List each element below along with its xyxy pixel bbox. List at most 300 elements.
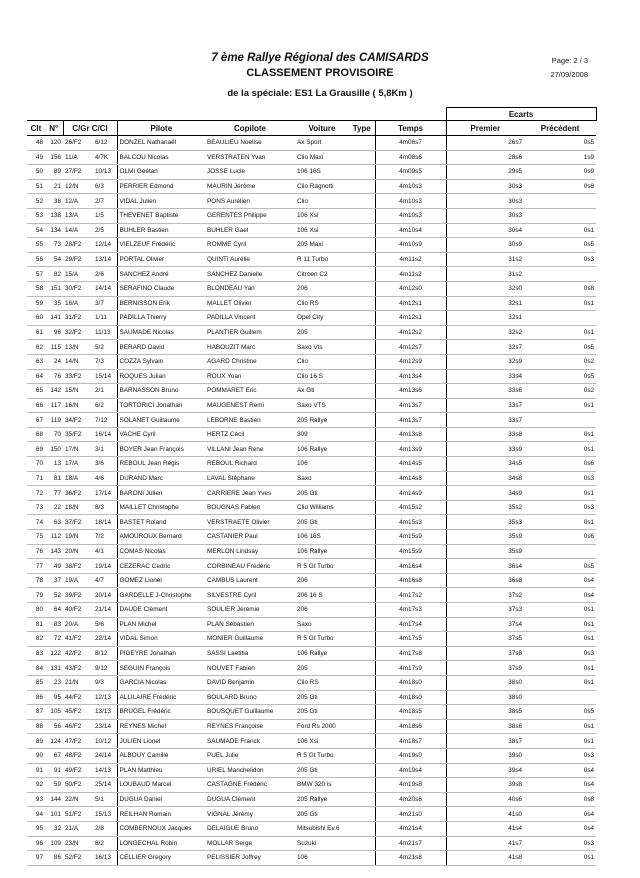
cell-copilote: PADILLA Vincent [205,311,295,326]
table-row [27,705,596,720]
cell-type [349,836,375,851]
cell-voiture: 206 16 S [295,588,349,603]
cell-type [349,325,375,340]
cell-type [349,719,375,734]
cell-temps: 4m12s2 [375,325,446,340]
cell-cgr: 16/N [63,398,93,413]
cell-clt: 82 [27,632,45,647]
cell-type [349,398,375,413]
cell-premier: 37s4 [446,617,524,632]
cell-temps: 4m10s3 [375,208,446,223]
cell-type [349,238,375,253]
cell-copilote: BLONDEAU Yan [205,281,295,296]
cell-copilote: POMMARET Eric [205,384,295,399]
cell-num: 95 [45,690,63,705]
cell-clt: 67 [27,413,45,428]
cell-precedent: 0s8 [524,281,596,296]
cell-voiture: 206 [295,603,349,618]
cell-precedent: 0s1 [524,223,596,238]
cell-cgr: 38/F2 [63,559,93,574]
col-voiture: Voiture [295,121,349,136]
cell-temps: 4m13s8 [375,427,446,442]
cell-precedent: 0s1 [524,719,596,734]
cell-copilote: PLAN Sébastien [205,617,295,632]
cell-premier: 39s0 [446,748,524,763]
cell-voiture: Opel City [295,311,349,326]
cell-type [349,340,375,355]
cell-copilote: SAUMADE Franck [205,734,295,749]
table-row [27,136,596,151]
cell-temps: 4m17s5 [375,632,446,647]
cell-pilote: DAUDE Clément [117,603,205,618]
cell-cgr: 30/F2 [63,281,93,296]
col-num: N° [45,121,63,136]
table-row [27,690,596,705]
cell-pilote: VIDAL Julien [117,194,205,209]
cell-voiture: 205 Gti [295,486,349,501]
cell-voiture: 106 16S [295,165,349,180]
cell-premier: 38s0 [446,690,524,705]
cell-cgr: 37/F2 [63,515,93,530]
cell-premier: 37s5 [446,632,524,647]
table-row [27,179,596,194]
cell-voiture: 106 Rallye [295,646,349,661]
cell-num: 54 [45,252,63,267]
cell-cgr: 26/F2 [63,136,93,151]
page-number: Page: 2 / 3 [551,56,588,65]
cell-temps: 4m12s1 [375,296,446,311]
cell-precedent: 0s6 [524,530,596,545]
table-row [27,675,596,690]
cell-ccl: 15/14 [93,369,117,384]
cell-ccl: 6/3 [93,179,117,194]
cell-voiture: 205 Rallye [295,413,349,428]
table-row [27,734,596,749]
cell-type [349,515,375,530]
cell-num: 24 [45,354,63,369]
cell-premier: 30s3 [446,208,524,223]
cell-pilote: SEGUIN François [117,661,205,676]
table-row [27,559,596,574]
table-row [27,821,596,836]
cell-num: 105 [45,705,63,720]
cell-ccl: 2/7 [93,194,117,209]
cell-voiture: Ford Rs 2000 [295,719,349,734]
cell-cgr: 21/N [63,675,93,690]
cell-ccl: 4/6 [93,471,117,486]
cell-num: 67 [45,748,63,763]
cell-num: 63 [45,515,63,530]
cell-cgr: 11/A [63,150,93,165]
cell-precedent: 0s1 [524,325,596,340]
cell-temps: 4m10s3 [375,194,446,209]
cell-type [349,150,375,165]
cell-clt: 51 [27,179,45,194]
cell-precedent: 0s9 [524,165,596,180]
cell-premier: 32s9 [446,354,524,369]
cell-copilote: DELAIGUE Bruno [205,821,295,836]
table-row [27,442,596,457]
results-table-container [27,107,596,866]
cell-cgr: 19/A [63,573,93,588]
cell-pilote: BERNISSON Erik [117,296,205,311]
cell-copilote: JOSSE Lucie [205,165,295,180]
cell-precedent: 0s5 [524,136,596,151]
cell-precedent [524,208,596,223]
cell-copilote: PELISSIER Joffrey [205,851,295,866]
cell-voiture: Suzuki [295,836,349,851]
cell-temps: 4m18s7 [375,734,446,749]
cell-clt: 83 [27,646,45,661]
cell-voiture: 106 Xsi [295,208,349,223]
cell-cgr: 43/F2 [63,661,93,676]
cell-copilote: BOULARD Bruno [205,690,295,705]
cell-clt: 64 [27,369,45,384]
cell-temps: 4m17s3 [375,603,446,618]
cell-precedent: 0s3 [524,500,596,515]
col-cgr-ccl: C/Gr C/Cl [63,121,117,136]
cell-copilote: QUINTI Aurélie [205,252,295,267]
cell-premier: 36s4 [446,559,524,574]
col-type: Type [349,121,375,136]
cell-num: 138 [45,208,63,223]
cell-clt: 90 [27,748,45,763]
cell-cgr: 29/F2 [63,252,93,267]
cell-premier: 33s6 [446,384,524,399]
cell-pilote: REILHAN Romain [117,807,205,822]
table-row [27,384,596,399]
cell-pilote: BASTET Roland [117,515,205,530]
cell-copilote: HERTZ Cécil [205,427,295,442]
cell-cgr: 52/F2 [63,851,93,866]
cell-num: 56 [45,719,63,734]
cell-premier: 37s3 [446,603,524,618]
cell-precedent: 0s1 [524,296,596,311]
cell-temps: 4m08s6 [375,150,446,165]
cell-type [349,632,375,647]
cell-copilote: VILLANI Jean Rene [205,442,295,457]
cell-clt: 73 [27,500,45,515]
cell-copilote: VERSTRAETE Olivier [205,515,295,530]
cell-pilote: PERRIER Edmond [117,179,205,194]
cell-clt: 65 [27,384,45,399]
cell-voiture: Clio RS [295,675,349,690]
cell-ccl: 24/14 [93,748,117,763]
cell-clt: 81 [27,617,45,632]
cell-voiture: Clio Williams [295,500,349,515]
cell-clt: 58 [27,281,45,296]
cell-copilote: BOUSQUET Guillaume [205,705,295,720]
cell-premier: 38s5 [446,705,524,720]
cell-voiture: 205 [295,661,349,676]
cell-clt: 86 [27,690,45,705]
cell-precedent: 0s5 [524,369,596,384]
cell-precedent [524,311,596,326]
cell-cgr: 12/A [63,194,93,209]
rally-title: 7 ème Rallye Régional des CAMISARDS [211,52,429,64]
cell-precedent [524,413,596,428]
cell-premier: 37s2 [446,588,524,603]
cell-voiture: Ax Gti [295,384,349,399]
cell-ccl: 4/7K [93,150,117,165]
cell-voiture: Citroen C2 [295,267,349,282]
cell-premier: 39s8 [446,778,524,793]
cell-premier: 41s0 [446,807,524,822]
col-temps: Temps [375,121,446,136]
cell-copilote: URIEL Manchelidon [205,763,295,778]
cell-pilote: SAUMADE Nicolas [117,325,205,340]
cell-premier: 33s7 [446,413,524,428]
cell-num: 76 [45,369,63,384]
cell-cgr: 20/N [63,544,93,559]
cell-clt: 50 [27,165,45,180]
cell-clt: 55 [27,238,45,253]
cell-type [349,675,375,690]
cell-premier: 33s9 [446,442,524,457]
cell-cgr: 19/N [63,530,93,545]
cell-ccl: 6/2 [93,398,117,413]
cell-clt: 52 [27,194,45,209]
cell-copilote: ROMME Cyril [205,238,295,253]
cell-precedent: 0s1 [524,734,596,749]
cell-temps: 4m18s5 [375,705,446,720]
cell-precedent: 0s3 [524,836,596,851]
cell-cgr: 21/A [63,821,93,836]
cell-type [349,384,375,399]
cell-pilote: REBOUL Jean Régis [117,457,205,472]
cell-pilote: MAILLET Christophe [117,500,205,515]
cell-num: 150 [45,442,63,457]
cell-precedent: 0s6 [524,457,596,472]
cell-clt: 85 [27,675,45,690]
cell-pilote: BALCOU Nicolas [117,150,205,165]
cell-type [349,661,375,676]
table-row [27,573,596,588]
cell-clt: 79 [27,588,45,603]
cell-type [349,296,375,311]
cell-temps: 4m20s6 [375,792,446,807]
cell-num: 101 [45,807,63,822]
table-row [27,457,596,472]
cell-premier: 40s6 [446,792,524,807]
cell-precedent: 0s1 [524,442,596,457]
cell-num: 91 [45,763,63,778]
cell-cgr: 49/F2 [63,763,93,778]
cell-precedent: 0s5 [524,238,596,253]
cell-precedent: 0s1 [524,427,596,442]
cell-precedent: 0s4 [524,763,596,778]
cell-copilote: VERSTRATEN Yvan [205,150,295,165]
special-stage-title: de la spéciale: ES1 La Grausille ( 5,8Km ) [227,88,413,99]
cell-voiture: Clio [295,194,349,209]
cell-premier: 30s3 [446,194,524,209]
cell-num: 49 [45,559,63,574]
cell-type [349,267,375,282]
table-row [27,778,596,793]
cell-precedent: 0s4 [524,778,596,793]
cell-num: 117 [45,398,63,413]
table-row [27,486,596,501]
cell-clt: 89 [27,734,45,749]
table-row [27,851,596,866]
cell-temps: 4m16s8 [375,573,446,588]
cell-cgr: 41/F2 [63,632,93,647]
col-clt: Clt [27,121,45,136]
cell-type [349,851,375,866]
cell-cgr: 13/A [63,208,93,223]
cell-num: 109 [45,836,63,851]
cell-temps: 4m13s7 [375,413,446,428]
cell-precedent: 0s1 [524,632,596,647]
cell-num: 156 [45,150,63,165]
cell-clt: 69 [27,442,45,457]
cell-temps: 4m12s0 [375,281,446,296]
cell-temps: 4m17s2 [375,588,446,603]
cell-voiture: Clio Maxi [295,150,349,165]
cell-copilote: PUEL Julie [205,748,295,763]
cell-copilote: CORBINEAU Frédéric [205,559,295,574]
cell-pilote: JULIEN Lionel [117,734,205,749]
cell-pilote: GARDELLE J-Christophe [117,588,205,603]
cell-type [349,457,375,472]
cell-precedent: 0s1 [524,603,596,618]
cell-ccl: 9/3 [93,675,117,690]
cell-type [349,573,375,588]
cell-pilote: SOLANET Guillaume [117,413,205,428]
cell-pilote: BARNASSON Bruno [117,384,205,399]
cell-clt: 94 [27,807,45,822]
cell-pilote: PORTAL Olivier [117,252,205,267]
table-row [27,603,596,618]
cell-precedent: 0s3 [524,748,596,763]
cell-copilote: VIGNAL Jérémy [205,807,295,822]
cell-type [349,500,375,515]
cell-premier: 31s2 [446,252,524,267]
cell-type [349,442,375,457]
cell-cgr: 15/N [63,384,93,399]
cell-premier: 38s0 [446,675,524,690]
cell-num: 89 [45,165,63,180]
cell-premier: 35s2 [446,500,524,515]
cell-cgr: 45/F2 [63,705,93,720]
cell-pilote: PADILLA Thierry [117,311,205,326]
cell-pilote: COMBERNOUX Jacques [117,821,205,836]
col-premier: Premier [446,121,524,136]
cell-ccl: 11/13 [93,325,117,340]
cell-num: 59 [45,778,63,793]
cell-precedent: 0s4 [524,588,596,603]
cell-premier: 30s4 [446,223,524,238]
cell-clt: 75 [27,530,45,545]
cell-voiture: Clio 16 S [295,369,349,384]
cell-temps: 4m13s4 [375,369,446,384]
table-row [27,617,596,632]
cell-premier: 41s4 [446,821,524,836]
cell-precedent: 0s3 [524,252,596,267]
cell-premier: 26s7 [446,136,524,151]
cell-clt: 54 [27,223,45,238]
cell-num: 81 [45,471,63,486]
cell-voiture: BMW 320 is [295,778,349,793]
cell-voiture: 106 Xsi [295,734,349,749]
ecarts-header: Ecarts [446,108,596,121]
cell-cgr: 17/A [63,457,93,472]
cell-type [349,807,375,822]
cell-type [349,705,375,720]
cell-ccl: 12/13 [93,690,117,705]
cell-clt: 84 [27,661,45,676]
cell-pilote: PIGEYRE Jonathan [117,646,205,661]
results-table [27,107,597,866]
cell-clt: 96 [27,836,45,851]
cell-premier: 38s6 [446,719,524,734]
cell-num: 144 [45,792,63,807]
cell-voiture: 205 Gti [295,763,349,778]
cell-ccl: 7/2 [93,530,117,545]
cell-ccl: 13/14 [93,252,117,267]
cell-pilote: VIDAL Simon [117,632,205,647]
cell-clt: 53 [27,208,45,223]
cell-precedent: 0s8 [524,792,596,807]
table-row [27,252,596,267]
cell-temps: 4m18s0 [375,675,446,690]
cell-temps: 4m21s8 [375,851,446,866]
cell-type [349,778,375,793]
cell-precedent: 0s4 [524,821,596,836]
cell-cgr: 12/N [63,179,93,194]
cell-precedent: 0s1 [524,515,596,530]
cell-num: 72 [45,632,63,647]
cell-copilote: MAUGENEST Remi [205,398,295,413]
cell-temps: 4m12s1 [375,311,446,326]
cell-pilote: COMAS Nicolas [117,544,205,559]
table-row [27,354,596,369]
cell-premier: 35s9 [446,544,524,559]
cell-copilote: CASTANIER Paul [205,530,295,545]
cell-ccl: 1/11 [93,311,117,326]
cell-voiture: 106 Xsi [295,223,349,238]
cell-copilote: MONIER Guillaume [205,632,295,647]
cell-cgr: 14/N [63,354,93,369]
cell-pilote: VACHE Cyril [117,427,205,442]
cell-pilote: LOUBAUD Marcel [117,778,205,793]
col-pilote: Pilote [117,121,205,136]
cell-cgr: 35/F2 [63,427,93,442]
cell-num: 96 [45,325,63,340]
cell-temps: 4m11s2 [375,267,446,282]
cell-ccl: 8/12 [93,646,117,661]
cell-clt: 97 [27,851,45,866]
cell-precedent: 0s1 [524,617,596,632]
table-row [27,836,596,851]
cell-precedent: 0s1 [524,675,596,690]
cell-cgr: 44/F2 [63,690,93,705]
cell-voiture: R 11 Turbo [295,252,349,267]
cell-temps: 4m18s6 [375,719,446,734]
cell-precedent: 0s1 [524,661,596,676]
cell-type [349,763,375,778]
cell-num: 143 [45,544,63,559]
cell-premier: 30s9 [446,238,524,253]
cell-cgr: 50/F2 [63,778,93,793]
cell-type [349,223,375,238]
cell-cgr: 36/F2 [63,486,93,501]
cell-cgr: 33/F2 [63,369,93,384]
cell-clt: 63 [27,354,45,369]
cell-ccl: 10/13 [93,165,117,180]
cell-cgr: 14/A [63,223,93,238]
cell-pilote: PLAN Matthieu [117,763,205,778]
